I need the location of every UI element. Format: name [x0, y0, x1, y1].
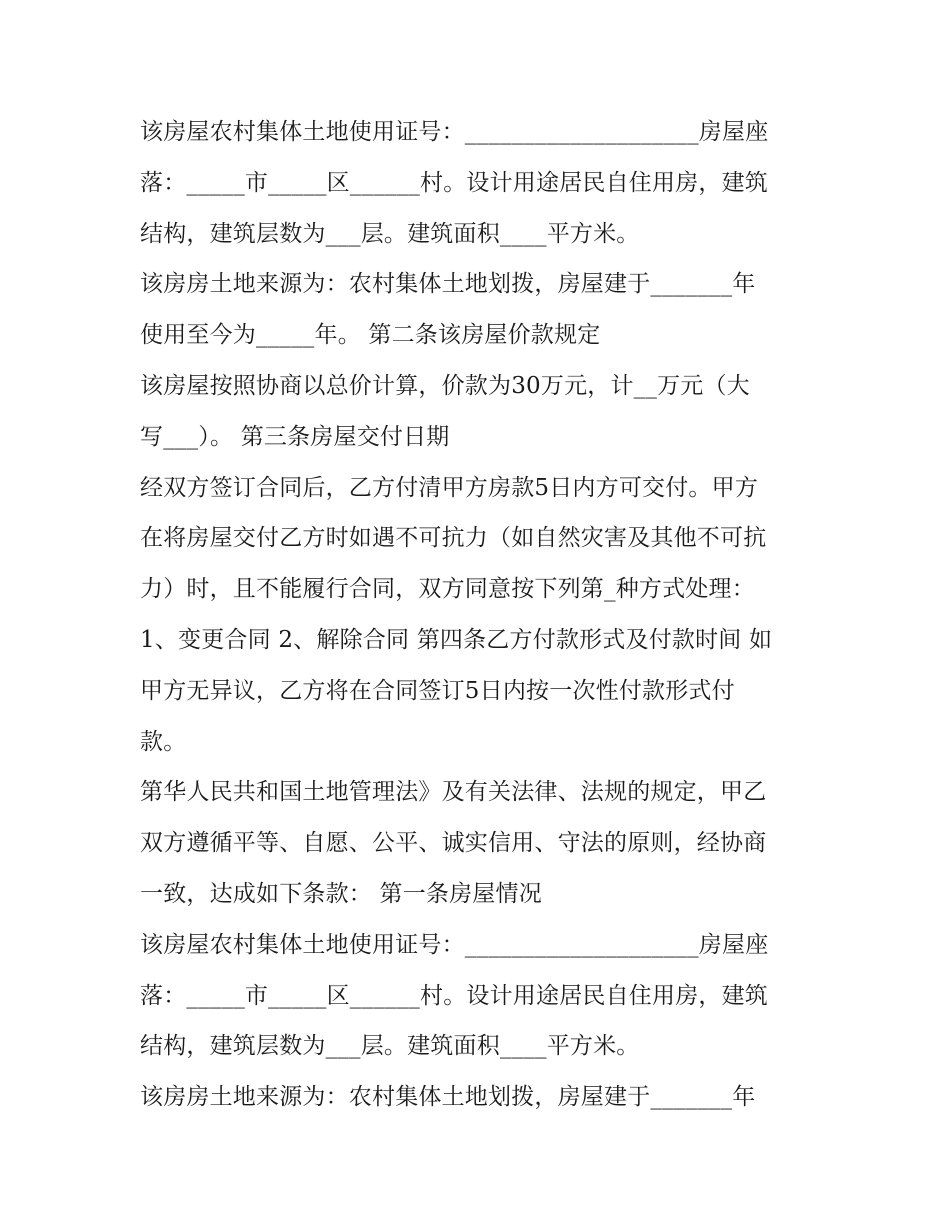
text-line: 双方遵循平等、自愿、公平、诚实信用、守法的原则，经协商	[140, 830, 767, 857]
text-line: 力）时，且不能履行合同，双方同意按下列第_种方式处理：	[140, 576, 755, 603]
text-line: 落：_____市_____区______村。设计用途居民自住用房，建筑	[140, 982, 768, 1009]
text-line: 经双方签订合同后，乙方付清甲方房款5日内方可交付。甲方	[140, 474, 759, 501]
text-line: 甲方无异议，乙方将在合同签订5日内按一次性付款形式付	[140, 677, 735, 704]
text-line: 该房屋按照协商以总价计算，价款为30万元，计__万元（大	[140, 372, 750, 399]
text-line: 一致，达成如下条款： 第一条房屋情况	[140, 880, 542, 907]
text-line: 在将房屋交付乙方时如遇不可抗力（如自然灾害及其他不可抗	[140, 525, 767, 552]
text-line: 该房房土地来源为：农村集体土地划拨，房屋建于_______年	[140, 271, 756, 298]
text-line: 落：_____市_____区______村。设计用途居民自住用房，建筑	[140, 169, 768, 196]
text-line: 写___）。 第三条房屋交付日期	[140, 423, 450, 450]
text-line: 结构，建筑层数为___层。建筑面积____平方米。	[140, 220, 640, 247]
text-line: 使用至今为_____年。 第二条该房屋价款规定	[140, 322, 601, 349]
text-line: 该房屋农村集体土地使用证号：____________________房屋座	[140, 119, 769, 145]
text-line: 结构，建筑层数为___层。建筑面积____平方米。	[140, 1033, 640, 1060]
text-line: 该房房土地来源为：农村集体土地划拨，房屋建于_______年	[140, 1084, 756, 1111]
text-line: 该房屋农村集体土地使用证号：____________________房屋座	[140, 931, 769, 958]
text-line: 第华人民共和国土地管理法》及有关法律、法规的规定，甲乙	[140, 779, 767, 806]
text-line: 款。	[140, 728, 187, 755]
text-line: 1、变更合同 2、解除合同 第四条乙方付款形式及付款时间 如	[140, 626, 773, 653]
contract-text-body	[140, 107, 820, 1123]
